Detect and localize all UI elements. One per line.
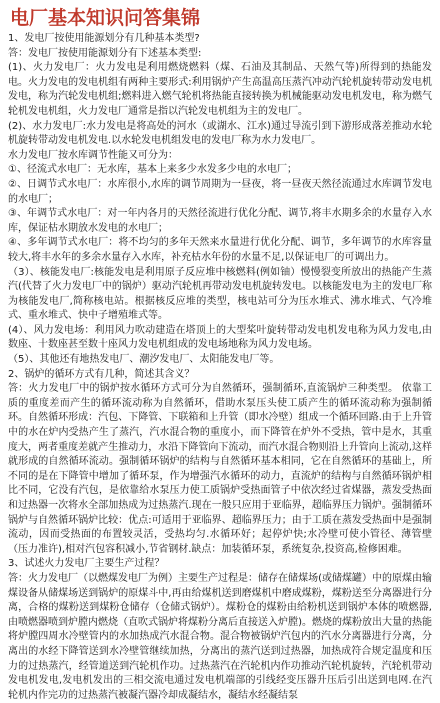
question-line: 3、试述火力发电厂主要生产过程？ [8, 558, 165, 570]
list-item: ②、日调节式水电厂：水库很小,水库的调节周期为一昼夜，将一昼夜天然径流通过水库调节发电的水电厂； [8, 178, 432, 205]
paragraph: (1)、火力发电厂：火力发电是利用燃烧燃料（煤、石油及其制品、天然气等)所得到的热能发电。火力发电的发电机组有两种主要形式:利用锅炉产生高温高压蒸汽冲动汽轮机旋转带动发电机发电，称为汽轮发电机组;燃料进入燃气轮机将热能直接转换为机械能驱动发电机发电，称为燃气轮机发电机组，火力发电厂通常是指以汽轮发电机组为主的发电厂。 [8, 62, 432, 117]
question-line: 1、发电厂按使用能源划分有几种基本类型? [8, 33, 200, 44]
document-title: 电厂基本知识问答集锦 [10, 7, 201, 29]
paragraph: 水力发电厂按水库调节性能又可分为： [8, 149, 178, 161]
paragraph: (4）、风力发电场：利用风力吹动建造在塔顶上的大型桨叶旋转带动发电机发电称为风力发电,由数座、十数座甚至数十座风力发电机组成的发电场地称为风力发电场。 [8, 324, 432, 351]
paragraph: (2)、水力发电厂:水力发电是将高处的河水（或湖水、江水)通过导流引到下游形成落差推动水轮机旋转带动发电机发电.以水轮发电机组发电的发电厂称为水力发电厂。 [8, 120, 432, 147]
paragraph: （5）、其他还有地热发电厂、潮汐发电厂、太阳能发电厂等。 [8, 354, 280, 366]
document-body [8, 32, 432, 703]
list-item: ③、年调节式水电厂：对一年内各月的天然径流进行优化分配、调节,将丰水期多余的水量存入水库，保证枯水期放水发电的水电厂； [8, 208, 432, 234]
paragraph: （3）、核能发电厂:核能发电是利用原子反应堆中核燃料(例如铀）慢慢裂变所放出的热能产生蒸汽(代替了火力发电厂中的锅炉）驱动汽轮机再带动发电机旋转发电。以核能发电为主的发电厂称为核能发电厂,简称核电站。根据核反应堆的类型，核电站可分为压水堆式、沸水堆式、气冷堆式、重水堆式、快中子增殖堆式等。 [8, 266, 432, 322]
list-item: ④、多年调节式水电厂：将不均匀的多年天然来水量进行优化分配、调节，多年调节的水库容量较大,将丰水年的多余水量存入水库，补充枯水年份的水量不足,以保证电厂的可调出力。 [8, 237, 432, 263]
answer-intro: 答：发电厂按使用能源划分有下述基本类型: [8, 47, 202, 59]
paragraph: 答：火力发电厂（以燃煤发电厂为例）主要生产过程是：储存在储煤场(或储煤罐）中的原煤由输煤设备从储煤场送到锅炉的原煤斗中,再由给煤机送到磨煤机中磨成煤粉，煤粉送至分离器进行分离，合格的煤粉送到煤粉仓储存（仓储式锅炉）。煤粉仓的煤粉由给粉机送到锅炉本体的喷燃器,由喷燃器喷到炉膛内燃烧（直吹式锅炉将煤粉分离后直接送入炉膛)。燃烧的煤粉放出大量的热能将炉膛四周水冷壁管内的水加热成汽水混合物。混合物被锅炉汽包内的汽水分离器进行分离，分离出的水经下降管送到水冷壁管继续加热，分离出的蒸汽送到过热器，加热成符合规定温度和压力的过热蒸汽，经管道送到汽轮机作功。过热蒸汽在汽轮机内作功推动汽轮机旋转，汽轮机带动发电机发电,发电机发出的三相交流电通过发电机端部的引线经变压器升压后引出送到电网.在汽轮机内作完功的过热蒸汽被凝汽器冷却成凝结水，凝结水经凝结泵 [8, 572, 432, 701]
paragraph: 答：火力发电厂中的锅炉按水循环方式可分为自然循环，强制循环,直流锅炉三种类型。 依靠工质的重度差而产生的循环流动称为自然循环，借助水泵压头使工质产生的循环流动称为强制循环。自然循环形成：汽包、下降管、下联箱和上升管（即水冷壁）组成一个循环回路.由于上升管中的水在炉内受热产生了蒸汽，汽水混合物的重度小，而下降管在炉外不受热，管中是水，其重度大，两者重度差就产生推动力，水沿下降管向下流动，而汽水混合物则沿上升管向上流动,这样就形成的自然循环流动。强制循环锅炉的结构与自然循环基本相同，它在自然循环的基础上，所不同的是在下降管中增加了循环泵，作为增强汽水循环的动力，直流炉的结构与自然循环锅炉相比不同，它没有汽包，是依靠给水泵压力使工质锅炉受热面管子中依次经过省煤器，蒸发受热面和过热器一次将水全部加热成为过热蒸汽.现在一般只应用于亚临界，超临界压力锅炉。强制循环锅炉与自然循环锅炉比较：优点:可适用于亚临界、超临界压力；由于工质在蒸发受热面中是强制流动，因而受热面的布置较灵活，受热均匀.水循环好；起停炉快;水冷壁可使小管径、薄管壁（压力准许),相对汽包容积减小,节省钢材.缺点：加装循环泵，系统复杂,投资高,检修困难。 [8, 383, 432, 555]
list-item: ①、径流式水电厂：无水库，基本上来多少水发多少电的水电厂； [8, 164, 297, 176]
question-line: 2、锅炉的循环方式有几种，简述其含义？ [8, 368, 195, 380]
